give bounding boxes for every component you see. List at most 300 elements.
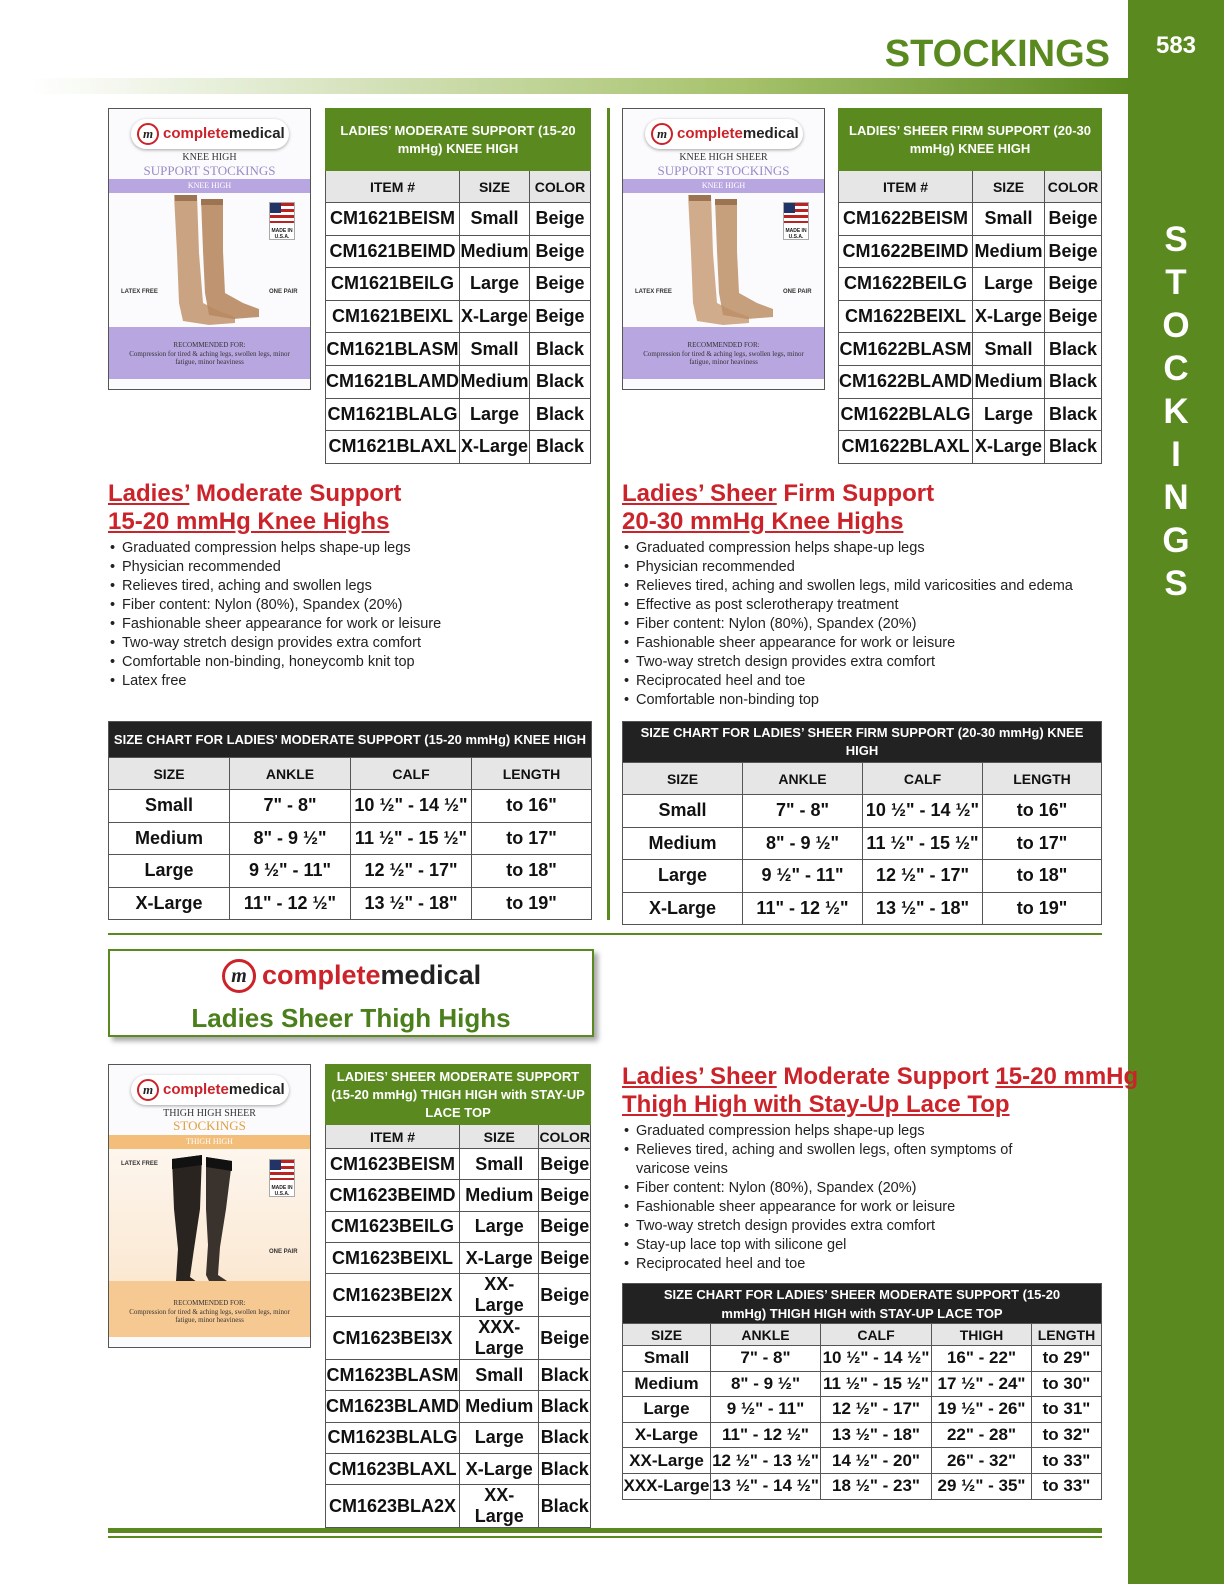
table-cell: Black (530, 431, 591, 464)
sidebar-letter: K (1163, 392, 1189, 431)
table-cell: Medium (109, 822, 230, 855)
feature-bullet: • Fiber content: Nylon (80%), Spandex (20%) (622, 1179, 1042, 1198)
table-cell: Small (623, 795, 743, 828)
box-line1: KNEE HIGH (182, 152, 237, 163)
sidebar-letter: O (1162, 306, 1190, 345)
table-cell: CM1622BLAMD (839, 365, 973, 398)
latex-free-label: LATEX FREE (635, 289, 672, 295)
size-chart-knee-sheer (622, 721, 1102, 925)
feature-bullet: • Graduated compression helps shape-up legs (108, 539, 598, 558)
page-title: STOCKINGS (884, 33, 1110, 75)
table-cell: 12 ½" - 13 ½" (711, 1448, 821, 1474)
brand-mark-icon: m (651, 123, 673, 145)
sidebar-letter: I (1171, 435, 1181, 474)
column-header: SIZE (460, 1125, 539, 1149)
feature-bullet: • Graduated compression helps shape-up legs (622, 1122, 1042, 1141)
table-cell: to 17" (472, 822, 592, 855)
brand-logo (645, 119, 803, 149)
product-title-thigh (622, 1063, 1138, 1119)
feature-bullet: • Physician recommended (622, 558, 1112, 577)
table-cell: Black (1045, 365, 1102, 398)
table-cell: to 17" (983, 827, 1102, 860)
feature-bullet: • Fashionable sheer appearance for work or leisure (622, 634, 1112, 653)
table-cell: Large (973, 398, 1045, 431)
usa-flag-icon (269, 1159, 295, 1197)
feature-list-knee-moderate (108, 539, 598, 691)
table-cell: X-Large (623, 1422, 711, 1448)
table-row (326, 235, 591, 268)
recommended-title: RECOMMENDED FOR: (173, 341, 246, 349)
table-cell: Large (460, 1422, 539, 1453)
table-cell: X-Large (460, 1454, 539, 1485)
table-cell: Medium (973, 365, 1045, 398)
table-cell: 9 ½" - 11" (230, 855, 351, 888)
table-cell: Beige (539, 1274, 591, 1317)
table-cell: Small (623, 1346, 711, 1372)
product-box-image-thigh (108, 1064, 311, 1348)
size-chart-title: SIZE CHART FOR LADIES’ MODERATE SUPPORT (15-20 mmHg) KNEE HIGH (109, 722, 592, 758)
feature-bullet: • Fashionable sheer appearance for work or leisure (108, 615, 598, 634)
table-cell: X-Large (109, 887, 230, 920)
table-cell: Small (973, 333, 1045, 366)
table-cell: Beige (539, 1180, 591, 1211)
sidebar-letter: T (1165, 263, 1187, 302)
table-row (623, 1371, 1102, 1397)
table-cell: Medium (460, 1391, 539, 1422)
product-title-knee-sheer (622, 480, 934, 536)
table-row (839, 203, 1102, 236)
table-row (109, 855, 592, 888)
table-cell: Medium (460, 235, 530, 268)
box-band: KNEE HIGH (623, 179, 824, 193)
table-row (326, 1360, 591, 1391)
table-cell: 12 ½" - 17" (821, 1397, 932, 1423)
sidebar-vertical-label (1128, 218, 1224, 605)
table-cell: 19 ½" - 26" (932, 1397, 1032, 1423)
title-part: 20-30 mmHg Knee Highs (622, 508, 904, 535)
item-table-title: LADIES’ SHEER MODERATE SUPPORT (15-20 mmHg) THIGH HIGH with STAY-UP LACE TOP (326, 1065, 591, 1125)
table-row (839, 235, 1102, 268)
table-cell: Beige (539, 1317, 591, 1360)
table-cell: CM1623BLA2X (326, 1485, 460, 1528)
table-cell: X-Large (623, 892, 743, 925)
sidebar-letter: S (1164, 564, 1188, 603)
brand-banner (108, 949, 594, 1037)
feature-bullet: • Relieves tired, aching and swollen legs, mild varicosities and edema (622, 577, 1112, 596)
column-divider (607, 108, 610, 920)
table-cell: Beige (530, 268, 591, 301)
item-table-knee-moderate (325, 108, 591, 464)
feature-bullet: • Two-way stretch design provides extra comfort (622, 1217, 1042, 1236)
brand-mark-icon: m (137, 123, 159, 145)
table-row (326, 1454, 591, 1485)
feature-bullet: • Fashionable sheer appearance for work or leisure (622, 1198, 1042, 1217)
table-cell: CM1623BLALG (326, 1422, 460, 1453)
column-header: ANKLE (711, 1324, 821, 1346)
table-cell: CM1622BLALG (839, 398, 973, 431)
brand-name-1: complete (262, 960, 381, 990)
title-part: Ladies’ (108, 480, 190, 507)
table-row (326, 300, 591, 333)
column-header: ANKLE (230, 758, 351, 790)
table-cell: Medium (973, 235, 1045, 268)
table-cell: Large (460, 398, 530, 431)
made-in-usa-label: MADE IN U.S.A. (785, 228, 807, 240)
feature-bullet: • Graduated compression helps shape-up legs (622, 539, 1112, 558)
table-cell: Small (460, 333, 530, 366)
column-header: CALF (821, 1324, 932, 1346)
column-header: CALF (863, 763, 983, 795)
column-header: LENGTH (472, 758, 592, 790)
table-cell: CM1623BEI3X (326, 1317, 460, 1360)
table-cell: XXX-Large (460, 1317, 539, 1360)
table-cell: Small (460, 1360, 539, 1391)
table-row (326, 1242, 591, 1273)
table-cell: Beige (530, 300, 591, 333)
table-cell: Large (623, 1397, 711, 1423)
column-header: LENGTH (1032, 1324, 1102, 1346)
stocking-legs-illustration (139, 193, 269, 328)
size-chart-knee-moderate (108, 721, 592, 920)
feature-bullet: • Physician recommended (108, 558, 598, 577)
table-cell: 11" - 12 ½" (230, 887, 351, 920)
table-cell: Black (1045, 431, 1102, 464)
table-cell: Large (623, 860, 743, 893)
title-part: Moderate Support (189, 480, 402, 507)
size-chart-title: SIZE CHART FOR LADIES’ SHEER MODERATE SUPPORT (15-20 mmHg) THIGH HIGH with STAY-UP LACE TOP (623, 1284, 1102, 1324)
brand-name-2: medical (228, 1081, 285, 1098)
one-pair-label: ONE PAIR (269, 1249, 298, 1255)
column-header: COLOR (530, 171, 591, 203)
table-cell: to 16" (472, 790, 592, 823)
feature-bullet: • Effective as post sclerotherapy treatment (622, 596, 1112, 615)
item-table-title: LADIES’ MODERATE SUPPORT (15-20 mmHg) KNEE HIGH (326, 109, 591, 171)
feature-bullet: • Reciprocated heel and toe (622, 1255, 1042, 1274)
table-cell: 11 ½" - 15 ½" (863, 827, 983, 860)
table-cell: Medium (460, 365, 530, 398)
product-title-knee-moderate (108, 480, 401, 536)
feature-bullet: • Reciprocated heel and toe (622, 672, 1112, 691)
table-cell: Black (1045, 398, 1102, 431)
table-row (326, 398, 591, 431)
feature-bullet: • Two-way stretch design provides extra comfort (622, 653, 1112, 672)
table-cell: 7" - 8" (711, 1346, 821, 1372)
table-row (623, 1346, 1102, 1372)
title-part: Firm Support (776, 480, 935, 507)
feature-list-thigh (622, 1122, 1042, 1274)
table-cell: Small (460, 1149, 539, 1180)
table-cell: 12 ½" - 17" (863, 860, 983, 893)
table-cell: to 19" (983, 892, 1102, 925)
table-cell: 14 ½" - 20" (821, 1448, 932, 1474)
table-cell: CM1622BEISM (839, 203, 973, 236)
table-cell: 10 ½" - 14 ½" (863, 795, 983, 828)
sidebar-letter: N (1163, 478, 1189, 517)
brand-logo (131, 119, 289, 149)
table-cell: Medium (623, 827, 743, 860)
latex-free-label: LATEX FREE (121, 1161, 158, 1167)
recommended-text: Compression for tired & aching legs, swollen legs, minor fatigue, minor heaviness (129, 1308, 290, 1324)
table-cell: 8" - 9 ½" (743, 827, 863, 860)
table-cell: Beige (1045, 235, 1102, 268)
size-chart-thigh (622, 1283, 1102, 1500)
table-cell: to 33" (1032, 1473, 1102, 1499)
table-cell: 12 ½" - 17" (351, 855, 472, 888)
banner-title: Ladies Sheer Thigh Highs (191, 1003, 511, 1033)
title-part: 15-20 mmHg Knee Highs (108, 508, 390, 535)
box-line2: STOCKINGS (173, 1118, 246, 1133)
recommended-text: Compression for tired & aching legs, swollen legs, minor fatigue, minor heaviness (643, 350, 804, 366)
table-cell: Black (530, 365, 591, 398)
table-cell: Black (530, 333, 591, 366)
table-row (326, 1422, 591, 1453)
brand-name-1: complete (163, 125, 229, 142)
product-box-image-knee-moderate (108, 108, 311, 390)
table-row (623, 1422, 1102, 1448)
table-cell: CM1622BEIXL (839, 300, 973, 333)
table-cell: X-Large (460, 1242, 539, 1273)
box-line2: SUPPORT STOCKINGS (657, 163, 790, 178)
feature-list-knee-sheer (622, 539, 1112, 710)
table-cell: 29 ½" - 35" (932, 1473, 1032, 1499)
feature-bullet: • Latex free (108, 672, 598, 691)
column-header: ITEM # (326, 1125, 460, 1149)
recommended-text: Compression for tired & aching legs, swollen legs, minor fatigue, minor heaviness (129, 350, 290, 366)
feature-bullet: • Stay-up lace top with silicone gel (622, 1236, 1042, 1255)
sidebar-letter: G (1162, 521, 1190, 560)
table-row (839, 398, 1102, 431)
table-row (326, 203, 591, 236)
table-cell: 8" - 9 ½" (711, 1371, 821, 1397)
table-cell: Medium (460, 1180, 539, 1211)
brand-name-1: complete (677, 125, 743, 142)
table-cell: 13 ½" - 14 ½" (711, 1473, 821, 1499)
table-cell: Large (973, 268, 1045, 301)
table-cell: CM1621BEIMD (326, 235, 460, 268)
product-box-image-knee-sheer (622, 108, 825, 390)
table-cell: 11 ½" - 15 ½" (351, 822, 472, 855)
latex-free-label: LATEX FREE (121, 289, 158, 295)
table-cell: X-Large (973, 300, 1045, 333)
table-row (326, 268, 591, 301)
table-cell: XXX-Large (623, 1473, 711, 1499)
table-cell: Beige (1045, 300, 1102, 333)
table-cell: Beige (539, 1149, 591, 1180)
table-cell: CM1623BEIMD (326, 1180, 460, 1211)
stocking-legs-illustration (154, 1149, 264, 1299)
column-header: SIZE (623, 1324, 711, 1346)
title-part: Moderate Support (776, 1063, 996, 1090)
brand-mark-icon: m (137, 1079, 159, 1101)
table-row (623, 795, 1102, 828)
table-cell: CM1623BLASM (326, 1360, 460, 1391)
column-header: SIZE (460, 171, 530, 203)
feature-bullet: • Fiber content: Nylon (80%), Spandex (20%) (622, 615, 1112, 634)
stocking-legs-illustration (653, 193, 783, 328)
column-header: ITEM # (839, 171, 973, 203)
feature-bullet: • Relieves tired, aching and swollen legs (108, 577, 598, 596)
table-row (623, 1448, 1102, 1474)
table-cell: 22" - 28" (932, 1422, 1032, 1448)
table-cell: to 31" (1032, 1397, 1102, 1423)
table-cell: CM1621BLAXL (326, 431, 460, 464)
column-header: ITEM # (326, 171, 460, 203)
feature-bullet: • Relieves tired, aching and swollen legs, often symptoms of varicose veins (622, 1141, 1042, 1179)
table-cell: Black (539, 1454, 591, 1485)
item-table-knee-sheer (838, 108, 1102, 464)
box-line2: SUPPORT STOCKINGS (143, 163, 276, 178)
table-cell: 26" - 32" (932, 1448, 1032, 1474)
table-row (326, 1211, 591, 1242)
footer-rule (108, 1528, 1102, 1533)
table-cell: Black (539, 1360, 591, 1391)
box-line1: THIGH HIGH SHEER (163, 1108, 256, 1119)
table-cell: to 33" (1032, 1448, 1102, 1474)
table-row (623, 1473, 1102, 1499)
made-in-usa-label: MADE IN U.S.A. (271, 1185, 293, 1197)
table-cell: Beige (530, 203, 591, 236)
section-divider (108, 933, 1102, 935)
table-cell: Small (109, 790, 230, 823)
table-cell: to 18" (983, 860, 1102, 893)
table-cell: CM1621BEISM (326, 203, 460, 236)
column-header: THIGH (932, 1324, 1032, 1346)
table-cell: 9 ½" - 11" (711, 1397, 821, 1423)
item-table-thigh (325, 1064, 591, 1528)
table-row (326, 1317, 591, 1360)
table-cell: Black (1045, 333, 1102, 366)
brand-name-2: medical (380, 960, 482, 990)
table-cell: CM1622BLASM (839, 333, 973, 366)
table-cell: X-Large (460, 300, 530, 333)
title-part: Ladies’ Sheer (622, 1063, 777, 1090)
table-row (326, 333, 591, 366)
column-header: COLOR (539, 1125, 591, 1149)
table-cell: 7" - 8" (230, 790, 351, 823)
table-cell: to 16" (983, 795, 1102, 828)
table-row (839, 300, 1102, 333)
table-cell: Beige (530, 235, 591, 268)
table-row (623, 860, 1102, 893)
table-cell: 11 ½" - 15 ½" (821, 1371, 932, 1397)
usa-flag-icon (269, 202, 295, 240)
table-cell: 11" - 12 ½" (743, 892, 863, 925)
table-cell: CM1623BEI2X (326, 1274, 460, 1317)
table-row (109, 822, 592, 855)
table-cell: to 30" (1032, 1371, 1102, 1397)
table-cell: Large (109, 855, 230, 888)
table-cell: XX-Large (460, 1485, 539, 1528)
table-row (326, 1274, 591, 1317)
table-row (109, 790, 592, 823)
table-cell: XX-Large (460, 1274, 539, 1317)
table-row (326, 1180, 591, 1211)
column-header: SIZE (973, 171, 1045, 203)
box-band: KNEE HIGH (109, 179, 310, 193)
title-part: Thigh High with Stay-Up Lace Top (622, 1091, 1010, 1118)
table-cell: Beige (1045, 203, 1102, 236)
table-cell: CM1621BLALG (326, 398, 460, 431)
table-row (623, 892, 1102, 925)
table-cell: Black (539, 1391, 591, 1422)
table-cell: to 19" (472, 887, 592, 920)
feature-bullet: • Comfortable non-binding, honeycomb knit top (108, 653, 598, 672)
feature-bullet: • Comfortable non-binding top (622, 691, 1112, 710)
usa-flag-icon (783, 202, 809, 240)
table-cell: Black (530, 398, 591, 431)
table-cell: Small (973, 203, 1045, 236)
table-row (326, 1391, 591, 1422)
table-cell: CM1621BEIXL (326, 300, 460, 333)
table-cell: 10 ½" - 14 ½" (821, 1346, 932, 1372)
table-cell: 17 ½" - 24" (932, 1371, 1032, 1397)
feature-bullet: • Fiber content: Nylon (80%), Spandex (20%) (108, 596, 598, 615)
table-cell: CM1622BLAXL (839, 431, 973, 464)
table-cell: to 32" (1032, 1422, 1102, 1448)
table-cell: Beige (1045, 268, 1102, 301)
table-cell: to 29" (1032, 1346, 1102, 1372)
brand-name-2: medical (742, 125, 799, 142)
column-header: CALF (351, 758, 472, 790)
page-number: 583 (1155, 32, 1197, 59)
table-cell: CM1623BEILG (326, 1211, 460, 1242)
table-row (326, 1149, 591, 1180)
table-cell: Large (460, 268, 530, 301)
brand-mark-icon: m (222, 959, 256, 993)
recommended-title: RECOMMENDED FOR: (173, 1299, 246, 1307)
made-in-usa-label: MADE IN U.S.A. (271, 228, 293, 240)
table-cell: Black (539, 1422, 591, 1453)
table-cell: X-Large (973, 431, 1045, 464)
table-row (839, 431, 1102, 464)
sidebar-letter: S (1164, 220, 1188, 259)
size-chart-title: SIZE CHART FOR LADIES’ SHEER FIRM SUPPORT (20-30 mmHg) KNEE HIGH (623, 722, 1102, 763)
one-pair-label: ONE PAIR (783, 289, 812, 295)
column-header: LENGTH (983, 763, 1102, 795)
table-row (623, 1397, 1102, 1423)
table-cell: Medium (623, 1371, 711, 1397)
table-row (839, 268, 1102, 301)
table-cell: X-Large (460, 431, 530, 464)
table-cell: 7" - 8" (743, 795, 863, 828)
table-cell: CM1622BEIMD (839, 235, 973, 268)
column-header: SIZE (109, 758, 230, 790)
table-cell: 10 ½" - 14 ½" (351, 790, 472, 823)
column-header: COLOR (1045, 171, 1102, 203)
box-band: THIGH HIGH (109, 1135, 310, 1149)
table-cell: 11" - 12 ½" (711, 1422, 821, 1448)
table-cell: 13 ½" - 18" (821, 1422, 932, 1448)
table-cell: CM1622BEILG (839, 268, 973, 301)
table-cell: CM1623BLAXL (326, 1454, 460, 1485)
brand-logo (131, 1075, 289, 1105)
table-cell: 16" - 22" (932, 1346, 1032, 1372)
table-cell: Black (539, 1485, 591, 1528)
table-cell: 18 ½" - 23" (821, 1473, 932, 1499)
table-cell: CM1621BEILG (326, 268, 460, 301)
table-cell: to 18" (472, 855, 592, 888)
table-cell: XX-Large (623, 1448, 711, 1474)
footer-rule-thin (108, 1536, 1102, 1538)
one-pair-label: ONE PAIR (269, 289, 298, 295)
brand-name-2: medical (228, 125, 285, 142)
table-row (326, 431, 591, 464)
table-cell: CM1623BEISM (326, 1149, 460, 1180)
table-row (109, 887, 592, 920)
brand-name-1: complete (163, 1081, 229, 1098)
table-cell: CM1621BLASM (326, 333, 460, 366)
column-header: SIZE (623, 763, 743, 795)
